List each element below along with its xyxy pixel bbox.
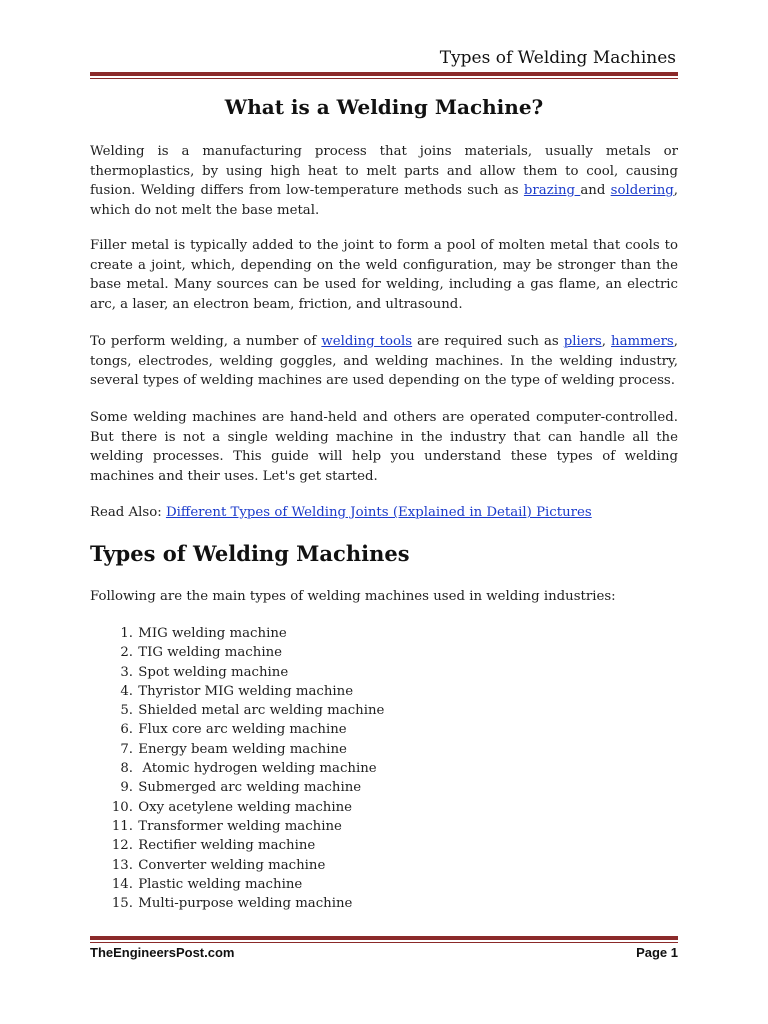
read-also-label: Read Also: (90, 505, 166, 520)
list-number: 5. (120, 703, 133, 719)
paragraph-text: , tongs, electrodes, welding goggles, and welding machines. In the welding industry, several types of welding machines are used depending on the type of welding process. (90, 334, 678, 388)
list-item-label: MIG welding machine (138, 626, 287, 641)
list-item (90, 817, 384, 836)
footer-page-number: Page 1 (636, 945, 678, 960)
list-item-label: Shielded metal arc welding machine (138, 703, 385, 719)
list-item (90, 740, 384, 759)
paragraph-handheld: Some welding machines are hand-held and others are operated computer-controlled. But there is not a single welding machine in the industry that can handle all the welding processes. This guide will help you understand these types of welding machines and their uses. Let's get started. (90, 410, 678, 484)
list-item (90, 798, 384, 817)
list-number: 1. (120, 626, 133, 641)
footer-rule-thick (90, 936, 678, 940)
header-rule-thick (90, 72, 678, 76)
list-item-label: TIG welding machine (138, 645, 283, 661)
list-item-label: Atomic hydrogen welding machine (138, 761, 377, 777)
list-item-label: Oxy acetylene welding machine (138, 799, 353, 815)
list-number: 10. (111, 799, 133, 815)
list-number: 7. (120, 741, 133, 757)
page-title: What is a Welding Machine? (224, 95, 544, 119)
paragraph-text: To perform welding, a number of (90, 334, 322, 349)
list-item-label: Submerged arc welding machine (138, 780, 362, 796)
paragraph-text: Welding is a manufacturing process that joins materials, usually metals or thermoplastics, by using high heat to melt parts and allow them to cool, causing fusion. Welding differs from low-temperature methods such as (90, 144, 678, 198)
read-also (90, 503, 678, 523)
paragraph-text: are required such as (412, 334, 564, 349)
list-item (90, 856, 384, 875)
list-item (90, 894, 384, 913)
list-item (90, 682, 384, 701)
link-pliers[interactable]: pliers (563, 334, 602, 349)
footer-rule-thin (90, 942, 678, 943)
list-number: 15. (111, 896, 133, 912)
list-number: 4. (120, 683, 133, 699)
paragraph-text: , which do not melt the base metal. (90, 183, 679, 218)
paragraph-text: , (601, 334, 611, 349)
list-number: 2. (120, 645, 133, 661)
list-number: 11. (111, 818, 133, 834)
list-number: 6. (120, 722, 133, 738)
list-item (90, 836, 384, 855)
list-number: 14. (111, 876, 133, 892)
list-item (90, 875, 384, 894)
link-brazing[interactable]: brazing (523, 183, 581, 198)
list-item (90, 759, 384, 778)
list-item (90, 643, 384, 662)
list-item-label: Spot welding machine (138, 664, 289, 680)
list-item-label: Transformer welding machine (138, 818, 342, 834)
list-item (90, 624, 384, 643)
list-number: 13. (111, 857, 133, 873)
paragraph-intro (90, 142, 678, 220)
footer-rule (90, 936, 678, 943)
list-number: 12. (111, 838, 133, 854)
list-item (90, 663, 384, 682)
link-hammers[interactable]: hammers (611, 334, 674, 349)
list-item-label: Multi-purpose welding machine (138, 896, 353, 912)
list-item-label: Rectifier welding machine (138, 838, 316, 854)
section-intro: Following are the main types of welding machines used in welding industries: (90, 589, 616, 604)
list-item (90, 720, 384, 739)
list-item (90, 778, 384, 797)
header-rule-thin (90, 78, 678, 79)
link-welding-joints[interactable]: Different Types of Welding Joints (Explained in Detail) Pictures (165, 505, 592, 520)
link-soldering[interactable]: soldering (610, 183, 674, 198)
list-number: 8. (120, 761, 133, 777)
list-item-label: Flux core arc welding machine (138, 722, 347, 738)
footer-site-name: TheEngineersPost.com (90, 945, 235, 960)
link-welding-tools[interactable]: welding tools (321, 334, 413, 349)
welding-machine-types-list (90, 624, 384, 913)
paragraph-tools (90, 332, 678, 391)
list-item-label: Plastic welding machine (138, 876, 303, 892)
paragraph-text: and (580, 183, 611, 198)
paragraph-filler-metal: Filler metal is typically added to the joint to form a pool of molten metal that cools to create a joint, which, depending on the weld configuration, may be stronger than the base metal. Many sources can be used for welding, including a gas flame, an electric arc, a laser, an electron beam, friction, and ultrasound. (90, 238, 678, 312)
list-item-label: Energy beam welding machine (138, 741, 347, 757)
list-item-label: Thyristor MIG welding machine (138, 683, 354, 699)
header-rule (90, 72, 678, 79)
header-title: Types of Welding Machines (439, 48, 676, 68)
list-number: 3. (120, 664, 133, 680)
section-title: Types of Welding Machines (90, 541, 410, 566)
list-number: 9. (120, 780, 133, 796)
list-item (90, 701, 384, 720)
list-item-label: Converter welding machine (138, 857, 326, 873)
